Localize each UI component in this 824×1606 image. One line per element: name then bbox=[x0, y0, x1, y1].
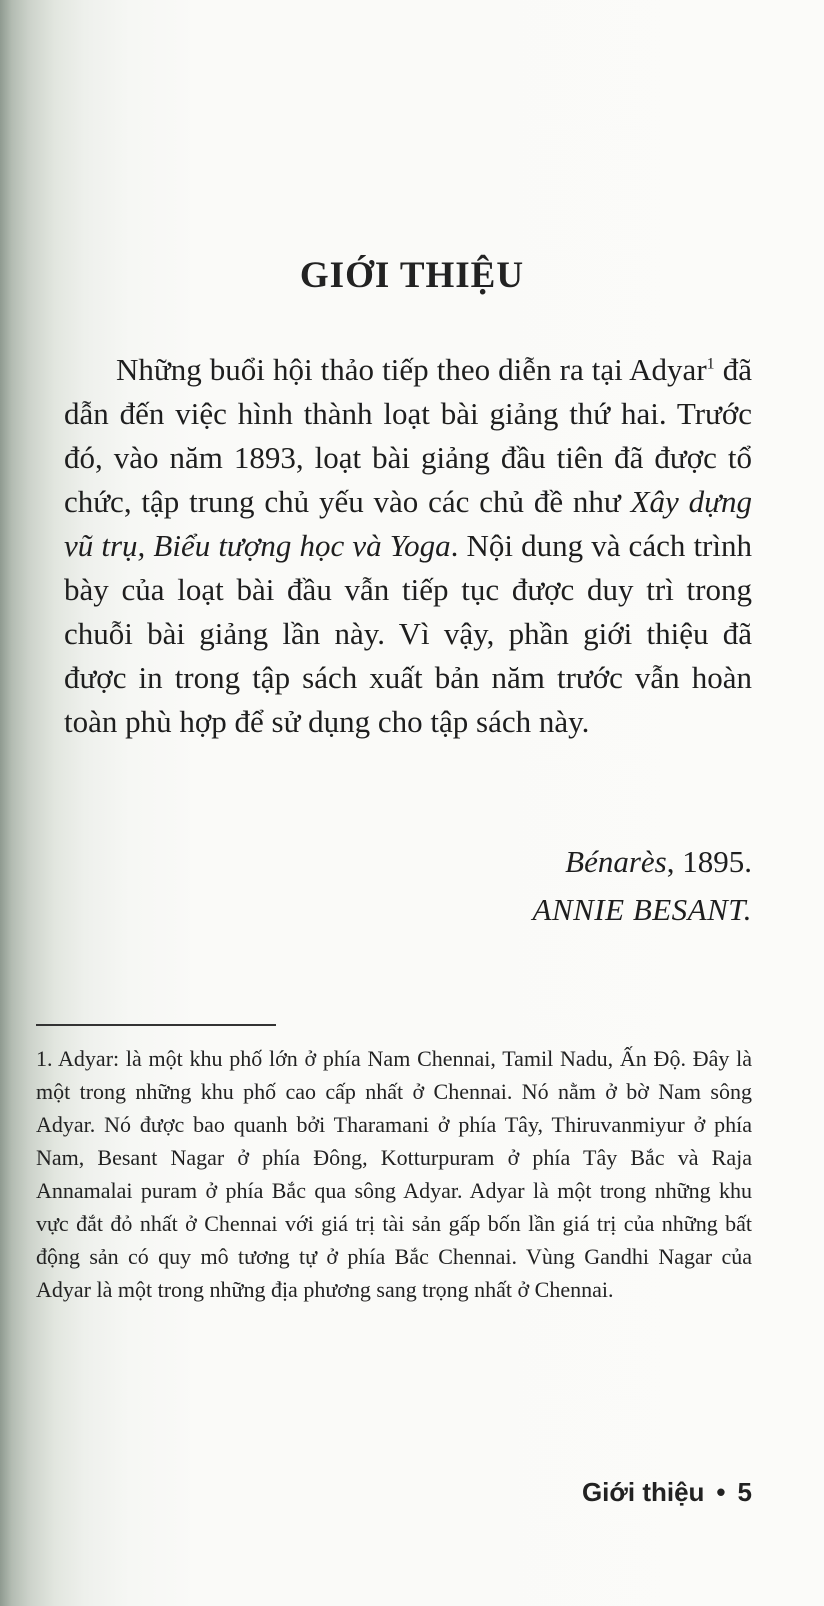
footnote-reference: 1 bbox=[706, 355, 715, 373]
signature-date: , 1895. bbox=[666, 844, 752, 879]
paragraph-text-2: đã dẫn đến việc hình thành loạt bài giảng thứ hai. Trước đó, vào năm 1893, loạt bài giảng đầu tiên đã được tổ chức, tập trung chủ yếu vào các chủ đề như bbox=[64, 352, 753, 519]
footnote-divider bbox=[36, 1024, 276, 1026]
footer-section-title: Giới thiệu bbox=[581, 1477, 705, 1507]
page-title: GIỚI THIỆU bbox=[299, 255, 525, 296]
signature-place: Bénarès bbox=[565, 844, 667, 879]
footer-bullet: • bbox=[716, 1477, 726, 1507]
page-number: 5 bbox=[737, 1477, 752, 1507]
paragraph-text-1: Những buổi hội thảo tiếp theo diễn ra tại Adyar bbox=[116, 352, 707, 387]
intro-paragraph bbox=[64, 348, 752, 744]
place-date bbox=[565, 840, 752, 884]
footnote-text: 1. Adyar: là một khu phố lớn ở phía Nam Chennai, Tamil Nadu, Ấn Độ. Đây là một trong những khu phố cao cấp nhất ở Chennai. Nó nằm ở bờ Nam sông Adyar. Nó được bao quanh bởi Tharamani ở phía Tây, Thiruvanmiyur ở phía Nam, Besant Nagar ở phía Đông, Kotturpuram ở phía Tây Bắc và Raja Annamalai puram ở phía Bắc qua sông Adyar. Adyar là một trong những khu vực đắt đỏ nhất ở Chennai với giá trị tài sản gấp bốn lần giá trị của những bất động sản có quy mô tương tự ở phía Bắc Chennai. Vùng Gandhi Nagar của Adyar là một trong những địa phương sang trọng nhất ở Chennai. bbox=[36, 1046, 752, 1302]
running-footer bbox=[582, 1475, 752, 1509]
paragraph-text-3: . Nội dung và cách trình bày của loạt bài đầu vẫn tiếp tục được duy trì trong chuỗi bài giảng lần này. Vì vậy, phần giới thiệu đã được in trong tập sách xuất bản năm trước vẫn hoàn toàn phù hợp để sử dụng cho tập sách này. bbox=[64, 528, 752, 739]
signature-author: ANNIE BESANT. bbox=[532, 892, 752, 927]
italic-topics: Xây dựng vũ trụ, Biểu tượng học và Yoga bbox=[64, 484, 752, 563]
